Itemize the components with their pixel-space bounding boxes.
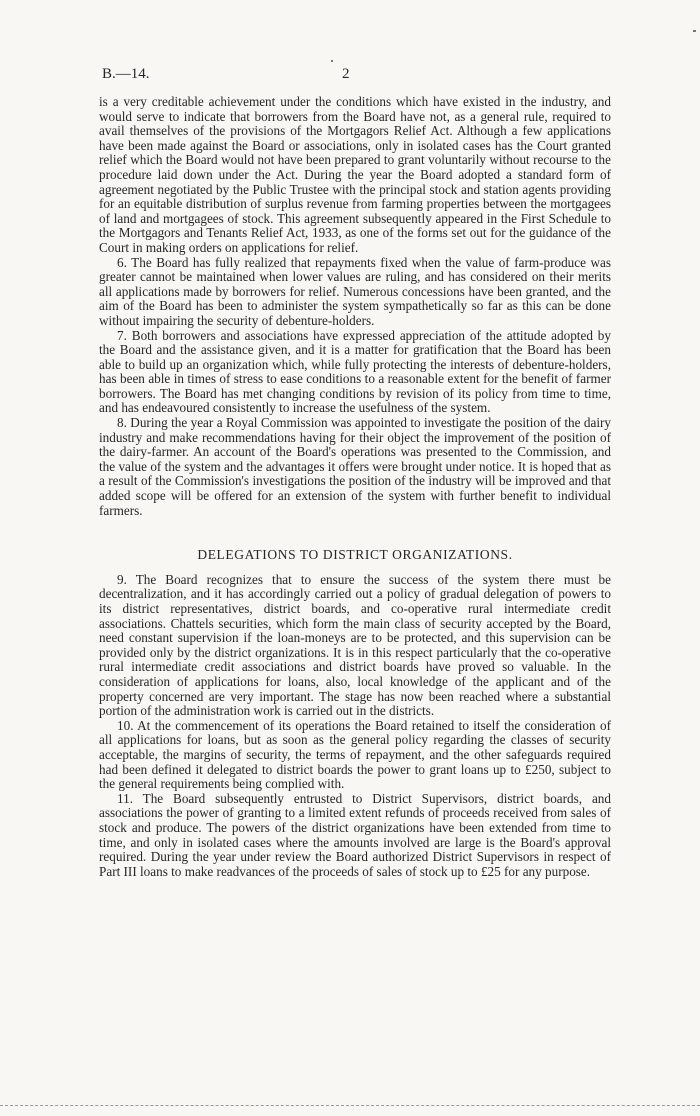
paragraph-8: 8. During the year a Royal Commission was appointed to investigate the position of the dairy industry and make recommendations having for their object the improvement of the position of the dairy-farmer. An account of the Board's operations was presented to the Commission, and the value of the system and the advantages it offers were brought under notice. It is hoped that as a result of the Commission's investigations the position of the industry will be improved and that added scope will be offered for an extension of the system with further benefit to individual farmers.: [99, 415, 611, 518]
document-reference: B.—14.: [102, 66, 150, 82]
print-dot: [331, 60, 333, 62]
section-heading: DELEGATIONS TO DISTRICT ORGANIZATIONS.: [197, 547, 513, 563]
body-text: [99, 95, 611, 879]
margin-mark: [693, 30, 696, 32]
bottom-rule: [0, 1105, 700, 1106]
paragraph-7: 7. Both borrowers and associations have expressed appreciation of the attitude adopted by the Board and the assistance given, and it is a matter for gratification that the Board has been able to build up an organization which, while fully protecting the interests of debenture-holders, has been able in times of stress to ease conditions to a reasonable extent for the benefit of farmer borrowers. The Board has met changing conditions by revision of its policy from time to time, and has endeavoured consistently to increase the usefulness of the system.: [99, 327, 611, 416]
paragraph-9: 9. The Board recognizes that to ensure the success of the system there must be decentralization, and it has accordingly carried out a policy of gradual delegation of powers to its district representatives, district boards, and co-operative rural intermediate credit associations. Chattels securities, which form the main class of security accepted by the Board, need constant supervision if the loan-moneys are to be protected, and this supervision can be provided only by the district organizations. It is in this respect particularly that the co-operative rural intermediate credit associations and district boards have proved so valuable. In the consideration of applications for loans, also, local knowledge of the applicant and of the property concerned are very important. The stage has now been reached where a substantial portion of the administration work is carried out in the districts.: [99, 571, 611, 719]
paragraph-10: 10. At the commencement of its operations the Board retained to itself the consideration of all applications for loans, but as soon as the general policy regarding the classes of security acceptable, the margins of security, the terms of repayment, and the other safeguards required had been defined it delegated to district boards the power to grant loans up to £250, subject to the general requirements being complied with.: [99, 717, 611, 792]
running-header: [102, 66, 612, 86]
paragraph-11: 11. The Board subsequently entrusted to District Supervisors, district boards, and associations the power of granting to a limited extent refunds of proceeds received from sales of stock and produce. The powers of the district organizations have been extended from time to time, and only in isolated cases where the amounts involved are large is the Board's approval required. During the year under review the Board authorized District Supervisors in respect of Part III loans to make readvances of the proceeds of sales of stock up to £25 for any purpose.: [99, 790, 611, 879]
paragraph-6: 6. The Board has fully realized that repayments fixed when the value of farm-produce was greater cannot be maintained when lower values are ruling, and has considered on their merits all applications made by borrowers for relief. Numerous concessions have been granted, and the aim of the Board has been to administer the system sympathetically so far as this can be done without impairing the security of debenture-holders.: [99, 254, 611, 328]
paragraph-continuation: is a very creditable achievement under the conditions which have existed in the industry, and would serve to indicate that borrowers from the Board have not, as a general rule, required to avail themselves of the provisions of the Mortgagors Relief Act. Although a few applications have been made against the Board or associations, only in isolated cases has the Court granted relief which the Board would not have been prepared to grant voluntarily without recourse to the procedure laid down under the Act. During the year the Board adopted a standard form of agreement negotiated by the Public Trustee with the principal stock and station agents providing for an equitable distribution of surplus revenue from farming properties between the mortgagees of land and mortgagees of stock. This agreement subsequently appeared in the First Schedule to the Mortgagors and Tenants Relief Act, 1933, as one of the forms set out for the guidance of the Court in making orders on applications for relief.: [99, 94, 611, 255]
page-number: 2: [342, 66, 350, 82]
